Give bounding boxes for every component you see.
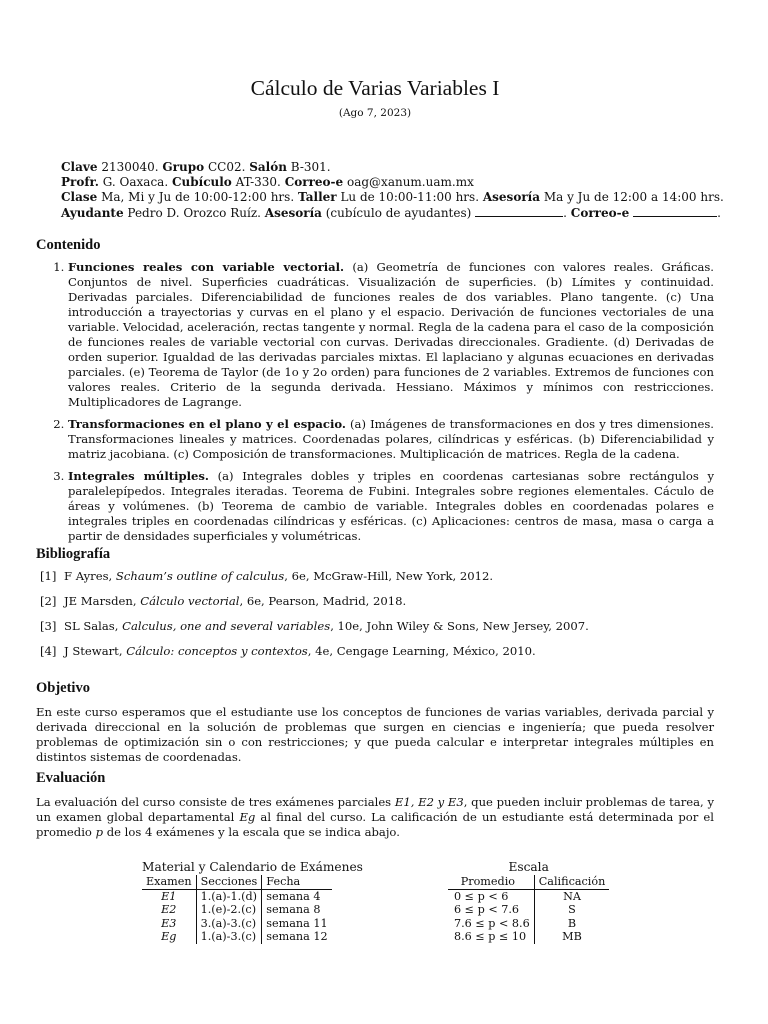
table-row (448, 903, 609, 917)
bib-author: SL Salas, (64, 619, 119, 633)
scale-table-caption: Escala (508, 860, 549, 874)
asesoria-value: Ma y Ju de 12:00 a 14:00 hrs. (543, 190, 724, 204)
info-line-4: Ayudante Pedro D. Orozco Ruíz. Asesoría (cubículo de ayudantes) . Correo-e . (61, 206, 721, 220)
contenido-item-title: Integrales múltiples. (68, 469, 209, 483)
bib-rest: , 10e, John Wiley & Sons, New Jersey, 2007. (330, 619, 589, 633)
exam-col-header: Examen (142, 875, 196, 889)
taller-label: Taller (297, 190, 337, 204)
sections-cell: 1.(a)-3.(c) (196, 930, 262, 944)
exam-table (142, 875, 332, 944)
exam-col-header: Secciones (196, 875, 262, 889)
evaluacion-text-part: La evaluación del curso consiste de tres exámenes parciales (36, 795, 395, 809)
grade-cell: S (568, 903, 576, 916)
contenido-item-3 (68, 469, 714, 544)
info-line-1 (61, 160, 721, 175)
table-row (142, 917, 332, 931)
grupo-label: Grupo (162, 160, 205, 174)
bib-rest: , 4e, Cengage Learning, México, 2010. (307, 644, 536, 658)
table-row (448, 917, 609, 931)
document-date: (Ago 7, 2023) (338, 107, 412, 119)
exam-cell: E1 (142, 889, 196, 903)
scale-col-header: Calificación (534, 875, 609, 889)
info-line-2 (61, 175, 721, 190)
contenido-item-1 (68, 260, 714, 410)
clase-value: Ma, Mi y Ju de 10:00-12:00 hrs. (101, 190, 295, 204)
table-row (142, 889, 332, 903)
bib-num: [2] (40, 594, 57, 608)
evaluacion-text (36, 795, 714, 840)
ayudante-label: Ayudante (61, 206, 124, 220)
sections-cell: 3.(a)-3.(c) (196, 917, 262, 931)
range-cell: 7.6 ≤ p < 8.6 (448, 917, 534, 931)
table-row (142, 903, 332, 917)
contenido-list (36, 260, 714, 544)
bibliografia-section (36, 545, 714, 669)
bib-rest: , 6e, Pearson, Madrid, 2018. (239, 594, 407, 608)
asesoria-label: Asesoría (482, 190, 540, 204)
clave-value: 2130040. (101, 160, 159, 174)
bib-item (36, 594, 714, 619)
bibliografia-list (36, 569, 714, 669)
cubiculo-label: Cubículo (171, 175, 232, 189)
objetivo-section (36, 679, 714, 765)
correo2-blank (633, 205, 717, 217)
table-row (448, 889, 609, 903)
asesoria2-blank (475, 205, 563, 217)
contenido-item-title: Funciones reales con variable vectorial. (68, 260, 345, 274)
evaluacion-heading: Evaluación (36, 770, 106, 786)
contenido-heading: Contenido (36, 237, 101, 253)
bib-book: Calculus, one and several variables (122, 619, 331, 633)
bib-author: JE Marsden, (64, 594, 137, 608)
evaluacion-text-part: de los 4 exámenes y la escala que se indica abajo. (103, 825, 400, 839)
bib-author: J Stewart, (64, 644, 123, 658)
clase-label: Clase (61, 190, 98, 204)
range-cell: 8.6 ≤ p ≤ 10 (448, 930, 534, 944)
exam-cell: Eg (142, 930, 196, 944)
contenido-item-2 (68, 417, 714, 462)
bib-num: [3] (40, 619, 57, 633)
grade-cell: MB (562, 930, 582, 943)
asesoria2-label: Asesoría (264, 206, 322, 220)
bib-item (36, 619, 714, 644)
ayudante-value: Pedro D. Orozco Ruíz. (127, 206, 261, 220)
bib-item (36, 569, 714, 594)
date-cell: semana 8 (266, 903, 321, 916)
bibliografia-heading: Bibliografía (36, 546, 111, 562)
correo-label: Correo-e (284, 175, 344, 189)
salon-value: B-301. (290, 160, 331, 174)
grade-cell: NA (563, 889, 581, 903)
range-cell: 0 ≤ p < 6 (448, 889, 534, 903)
date-cell: semana 12 (266, 930, 328, 943)
bib-num: [1] (40, 569, 57, 583)
clave-label: Clave (61, 160, 98, 174)
grade-cell: B (567, 916, 577, 930)
contenido-section (36, 236, 714, 551)
contenido-item-title: Transformaciones en el plano y el espacio. (68, 417, 346, 431)
bib-num: [4] (40, 644, 57, 658)
evaluacion-text-part: , que pueden incluir problemas de tarea, y un examen global departamental (36, 795, 714, 824)
bib-book: Cálculo vectorial (140, 594, 240, 608)
scale-col-header: Promedio (448, 875, 534, 889)
exam-cell: E2 (142, 903, 196, 917)
bib-author: F Ayres, (64, 569, 113, 583)
exam-table-caption: Material y Calendario de Exámenes (142, 860, 363, 874)
bib-book: Cálculo: conceptos y contextos (126, 644, 308, 658)
scale-table-header (448, 875, 609, 889)
exam-cell: E3 (142, 917, 196, 931)
asesoria2-value: (cubículo de ayudantes) (325, 206, 472, 220)
bib-item (36, 644, 714, 669)
grupo-value: CC02. (207, 160, 246, 174)
date-cell: semana 11 (266, 916, 328, 930)
sections-cell: 1.(e)-2.(c) (196, 903, 262, 917)
date-cell: semana 4 (266, 889, 321, 903)
evaluacion-average: p (95, 825, 104, 839)
correo-value: oag@xanum.uam.mx (346, 175, 474, 189)
profr-value: G. Oaxaca. (102, 175, 169, 189)
sections-cell: 1.(a)-1.(d) (196, 889, 262, 903)
table-row (142, 930, 332, 944)
scale-table-block (448, 860, 609, 944)
objetivo-text: En este curso esperamos que el estudiante use los conceptos de funciones de varias variables, derivada parcial y derivada direccional en la solución de problemas que surgen en ciencias e ingeniería; que pueda resolver problemas de optimización sin o con restricciones; y que pueda calcular e interpretar integrales múltiples en distintos sistemas de coordenadas. (36, 705, 714, 764)
table-row (448, 930, 609, 944)
evaluacion-text-part: al final del curso. La calificación de un estudiante está determinada por el promedio (36, 810, 714, 839)
exam-table-header (142, 875, 332, 889)
taller-value: Lu de 10:00-11:00 hrs. (340, 190, 480, 204)
evaluacion-exams: E1, E2 y E3 (394, 795, 464, 809)
exam-table-block (142, 860, 363, 944)
document-title: Cálculo de Varias Variables I (250, 76, 500, 100)
bib-book: Schaum’s outline of calculus (115, 569, 285, 583)
profr-label: Profr. (61, 175, 99, 189)
bib-rest: , 6e, McGraw-Hill, New York, 2012. (284, 569, 494, 583)
contenido-item-text: (a) Integrales dobles y triples en coordenas cartesianas sobre rectángulos y paralelepípedos. Integrales iteradas. Teorema de Fubini. Integrales sobre regiones elementales. Cáculo de áreas y volúmenes. (b) Teorema de cambio de variable. Integrales dobles en coordenadas polares e integrales triples en coordenadas cilíndricas y esféricas. (c) Aplicaciones: centros de masa, masa o carga a partir de densidades superficiales y volumétricas. (68, 469, 715, 543)
contenido-item-text: (a) Geometría de funciones con valores reales. Gráficas. Conjuntos de nivel. Superficies cuadráticas. Visualización de superficies. (b) Límites y continuidad. Derivadas parciales. Diferenciabilidad de funciones reales de dos variables. Plano tangente. (c) Una introducción a trayectorias y curvas en el plano y el espacio. Derivación de funciones vectoriales de una variable. Velocidad, aceleración, rectas tangente y normal. Regla de la cadena para el caso de la composición de funciones reales de variable vectorial con curvas. Derivadas direccionales. Gradiente. (d) Derivadas de orden superior. Igualdad de las derivadas parciales mixtas. El laplaciano y algunas ecuaciones en derivadas parciales. (e) Teorema de Taylor (de 1o y 2o orden) para funciones de 2 variables. Extremos de funciones con valores reales. Criterio de la segunda derivada. Hessiano. Máximos y mínimos con restricciones. Multiplicadores de Lagrange. (68, 260, 714, 409)
scale-table (448, 875, 609, 944)
salon-label: Salón (249, 160, 287, 174)
range-cell: 6 ≤ p < 7.6 (448, 903, 534, 917)
course-info (61, 160, 724, 220)
correo2-label: Correo-e (570, 206, 630, 220)
info-line-3 (61, 190, 724, 205)
exam-col-header: Fecha (262, 875, 332, 889)
evaluacion-global-exam: Eg (239, 810, 256, 824)
objetivo-heading: Objetivo (36, 680, 90, 696)
evaluacion-section (36, 769, 714, 840)
cubiculo-value: AT-330. (235, 175, 281, 189)
contenido-item-text: (a) Imágenes de transformaciones en dos y tres dimensiones. Transformaciones lineales y matrices. Coordenadas polares, cilíndricas y esféricas. (b) Diferenciabilidad y matriz jacobiana. (c) Composición de transformaciones. Multiplicación de matrices. Regla de la cadena. (68, 417, 714, 461)
